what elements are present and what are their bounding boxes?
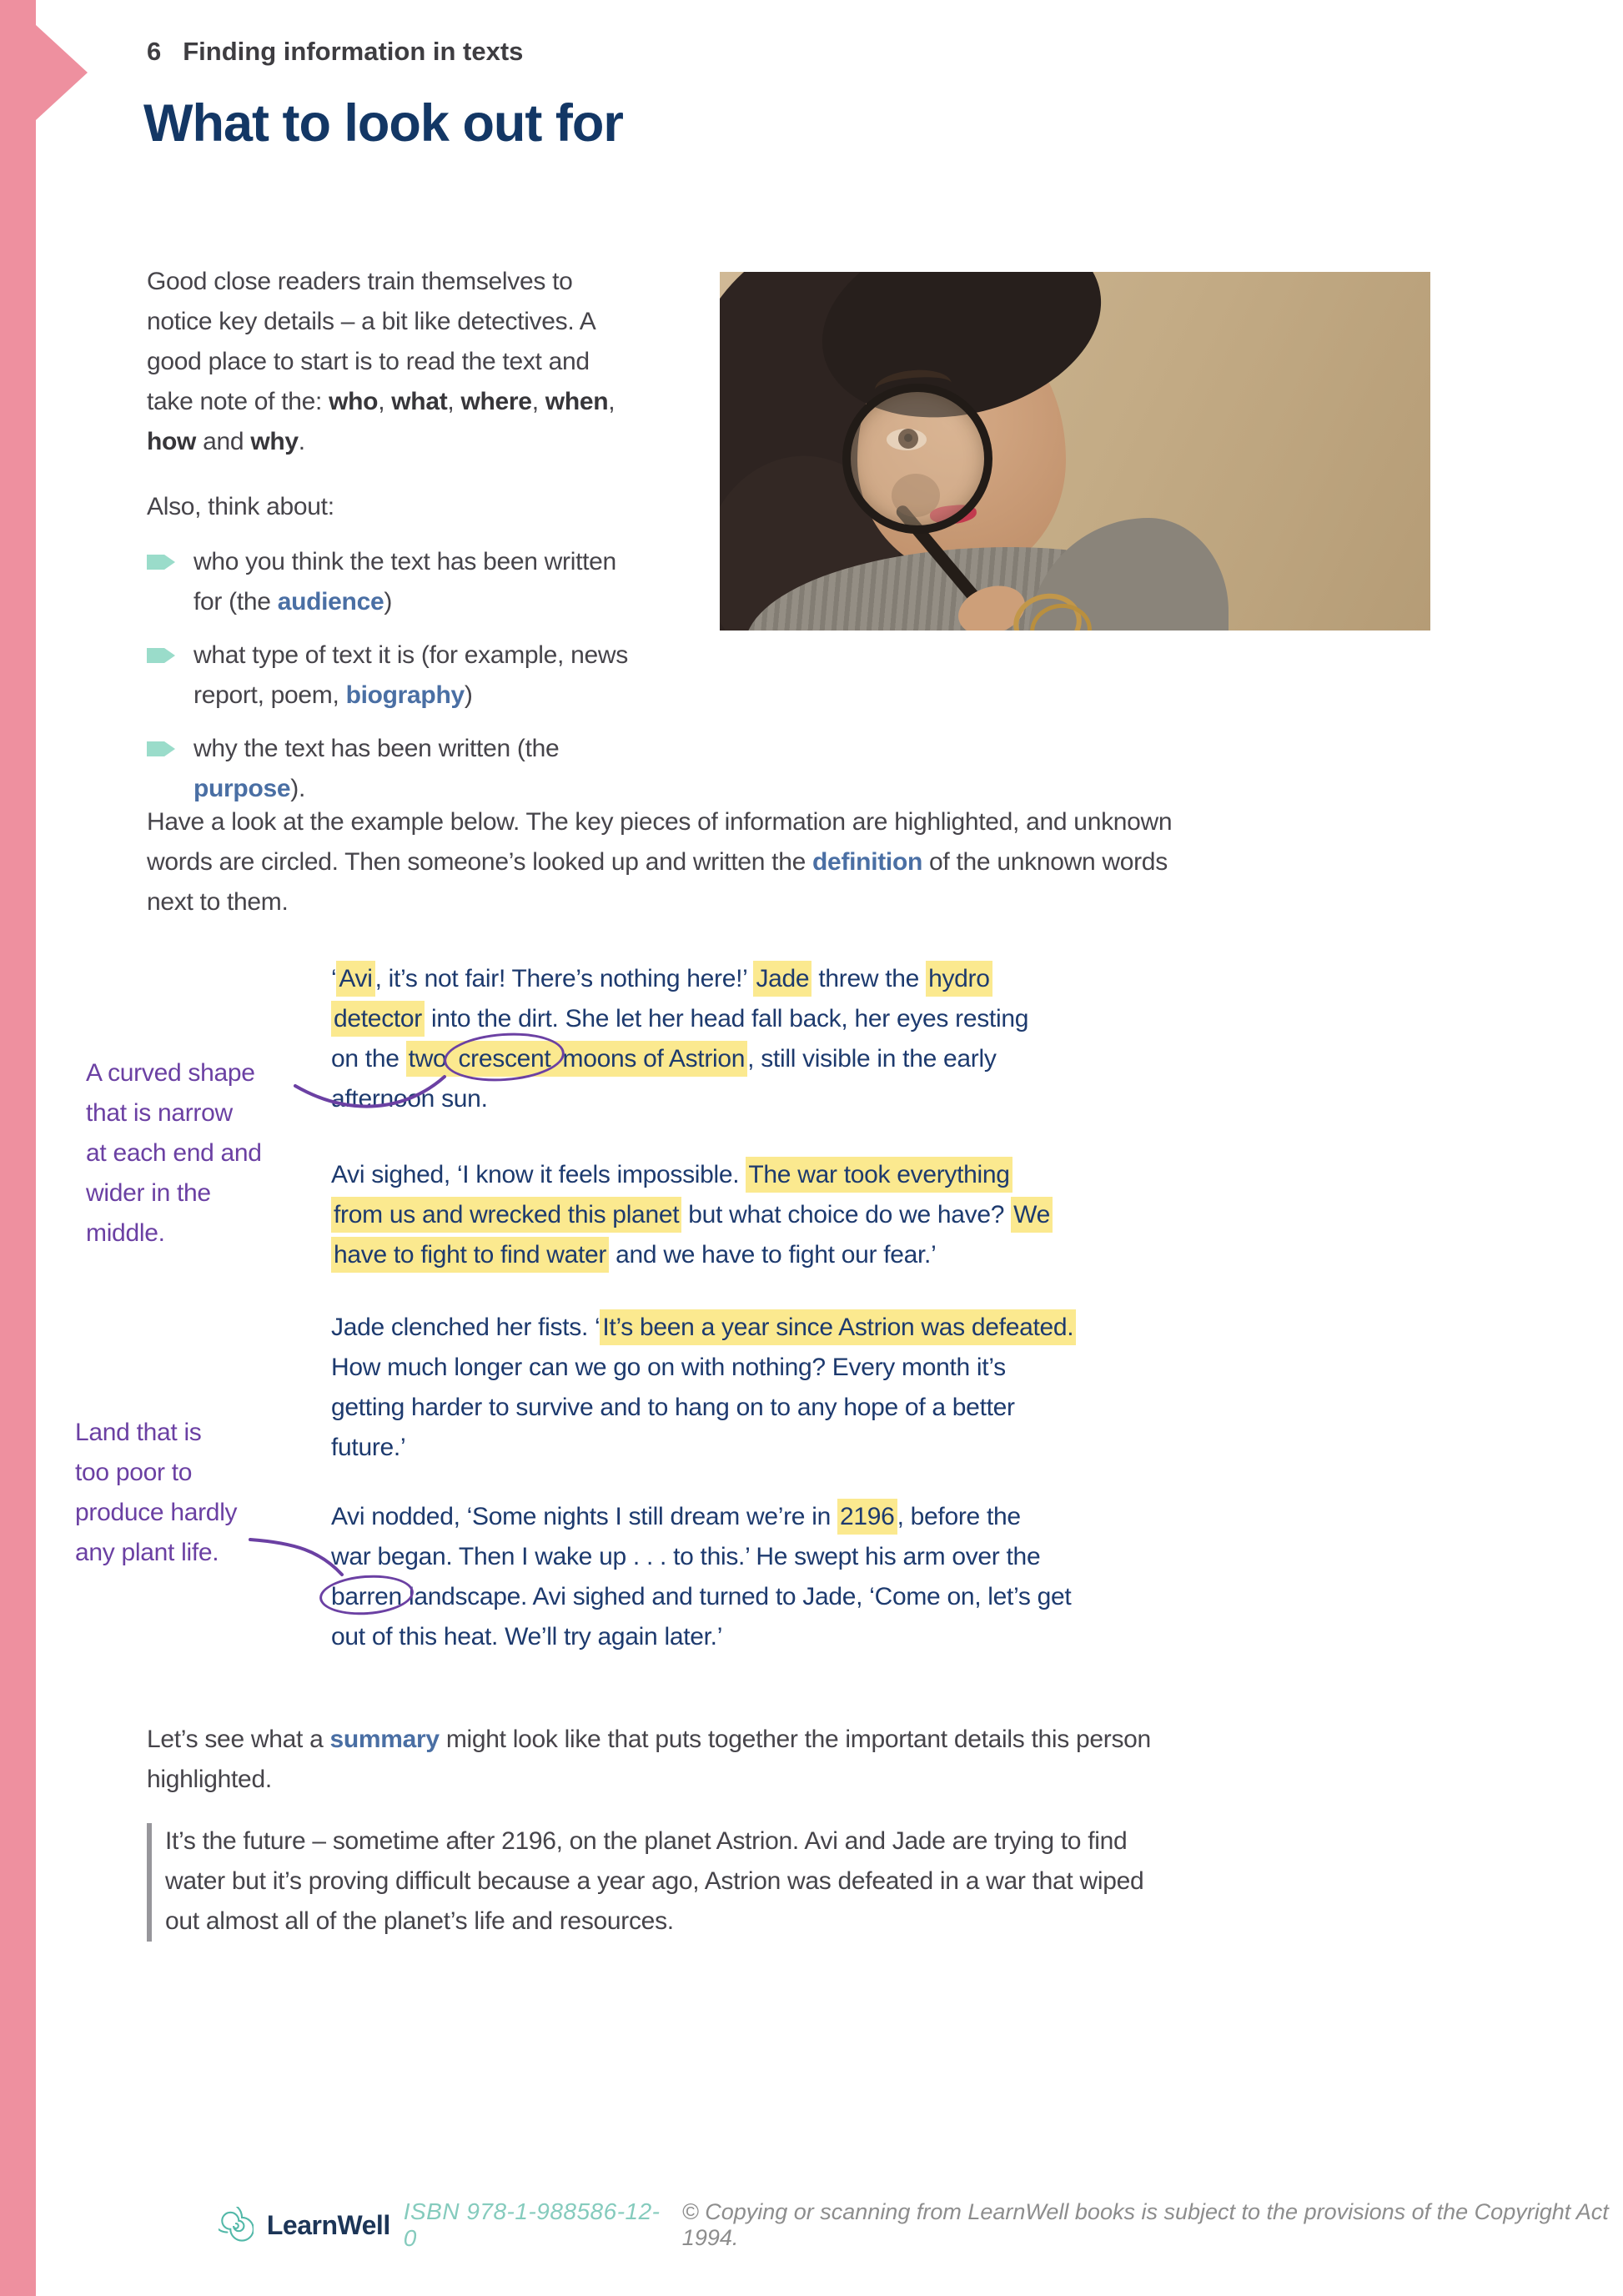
page-footer [219, 2198, 1623, 2252]
text-line: ‘ Avi , it’s not fair! There’s nothing here!’ Jade threw the hydro [331, 959, 1028, 999]
arrow-bullet-icon [147, 741, 175, 756]
text-line: take note of the: who, what, where, when, [147, 388, 616, 415]
page-title: What to look out for [143, 94, 623, 153]
copyright-text: © Copying or scanning from LearnWell books is subject to the provisions of the Copyright Act 1994. [681, 2199, 1609, 2250]
arrow-bullet-icon [147, 648, 175, 663]
story-paragraph-4 [331, 1497, 1071, 1657]
quote-bar [147, 1823, 152, 1942]
margin-note-barren [75, 1413, 237, 1573]
text-line: good place to start is to read the text and [147, 348, 590, 375]
think-about-label: Also, think about: [147, 493, 334, 520]
text-line: any plant life. [75, 1539, 219, 1566]
story-paragraph-3 [331, 1308, 1076, 1468]
text-line: future.’ [331, 1434, 406, 1461]
text-line: Avi nodded, ‘Some nights I still dream we’re in 2196 , before the [331, 1497, 1071, 1537]
text-line: water but it’s proving difficult because a year ago, Astrion was defeated in a war that wiped [165, 1867, 1144, 1895]
text-line: what type of text it is (for example, news [193, 641, 628, 669]
arrow-bullet-icon [147, 555, 175, 570]
text-line: who you think the text has been written [193, 548, 616, 575]
text-line: on the two crescent moons of Astrion , still visible in the early [331, 1039, 1028, 1079]
magnifying-glass-icon [842, 384, 992, 534]
text-line: getting harder to survive and to hang on to any hope of a better [331, 1394, 1015, 1421]
ribbon-arrow-icon [36, 25, 88, 120]
text-line: next to them. [147, 888, 289, 916]
summary-intro-paragraph [147, 1720, 1151, 1800]
intro-paragraph [147, 262, 615, 462]
text-line: from us and wrecked this planet but what choice do we have? We [331, 1195, 1053, 1235]
text-line: how and why. [147, 428, 305, 455]
text-line: Avi sighed, ‘I know it feels impossible. The war took everything [331, 1155, 1053, 1195]
learnwell-spiral-logo-icon [219, 2207, 254, 2243]
bullet-text [193, 729, 559, 809]
text-line: produce hardly [75, 1499, 238, 1526]
text-line: have to fight to find water and we have to fight our fear.’ [331, 1235, 1053, 1275]
text-line: wider in the [86, 1179, 211, 1207]
margin-note-crescent [86, 1053, 262, 1254]
chapter-number: 6 [147, 37, 162, 66]
isbn-text: ISBN 978-1-988586-12-0 [403, 2198, 661, 2251]
summary-quote [165, 1821, 1143, 1942]
story-paragraph-2 [331, 1155, 1053, 1275]
text-line: afternoon sun. [331, 1085, 488, 1113]
text-line: middle. [86, 1219, 165, 1247]
text-line: words are circled. Then someone’s looked up and written the definition of the unknown words [147, 848, 1168, 876]
text-line: report, poem, biography) [193, 681, 473, 709]
text-line: Land that is [75, 1419, 202, 1446]
story-paragraph-1 [331, 959, 1028, 1119]
text-line: war began. Then I wake up . . . to this.’ He swept his arm over the [331, 1543, 1041, 1570]
text-line: Let’s see what a summary might look like that puts together the important details this person [147, 1726, 1151, 1753]
text-line: out of this heat. We’ll try again later.’ [331, 1623, 723, 1650]
text-line: highlighted. [147, 1766, 272, 1793]
text-line: purpose). [193, 775, 305, 802]
text-line: How much longer can we go on with nothing? Every month it’s [331, 1354, 1006, 1381]
chapter-title: Finding information in texts [183, 37, 524, 66]
text-line: for (the audience) [193, 588, 393, 615]
text-line: A curved shape [86, 1059, 255, 1087]
text-line: It’s the future – sometime after 2196, on the planet Astrion. Avi and Jade are trying to find [165, 1827, 1128, 1855]
text-line: at each end and [86, 1139, 262, 1167]
bullet-text [193, 542, 616, 622]
text-line: notice key details – a bit like detectives. A [147, 308, 596, 335]
text-line: out almost all of the planet’s life and resources. [165, 1907, 674, 1935]
text-line: that is narrow [86, 1099, 233, 1127]
text-line: Have a look at the example below. The key pieces of information are highlighted, and unknown [147, 808, 1173, 836]
text-line: detector into the dirt. She let her head fall back, her eyes resting [331, 999, 1028, 1039]
text-line: Good close readers train themselves to [147, 268, 573, 295]
chapter-heading [147, 37, 523, 67]
connector-curve-barren [250, 1540, 342, 1575]
brand-name: LearnWell [266, 2209, 390, 2240]
left-ribbon [0, 0, 36, 2296]
bullet-text [193, 636, 628, 716]
text-line: too poor to [75, 1459, 193, 1486]
woman-magnifying-glass-photo [720, 272, 1430, 631]
text-line: why the text has been written (the [193, 735, 560, 762]
text-line: Jade clenched her fists. ‘ It’s been a year since Astrion was defeated. [331, 1308, 1076, 1348]
text-line: barren landscape. Avi sighed and turned to Jade, ‘Come on, let’s get [331, 1583, 1072, 1610]
example-intro-paragraph [147, 802, 1172, 922]
